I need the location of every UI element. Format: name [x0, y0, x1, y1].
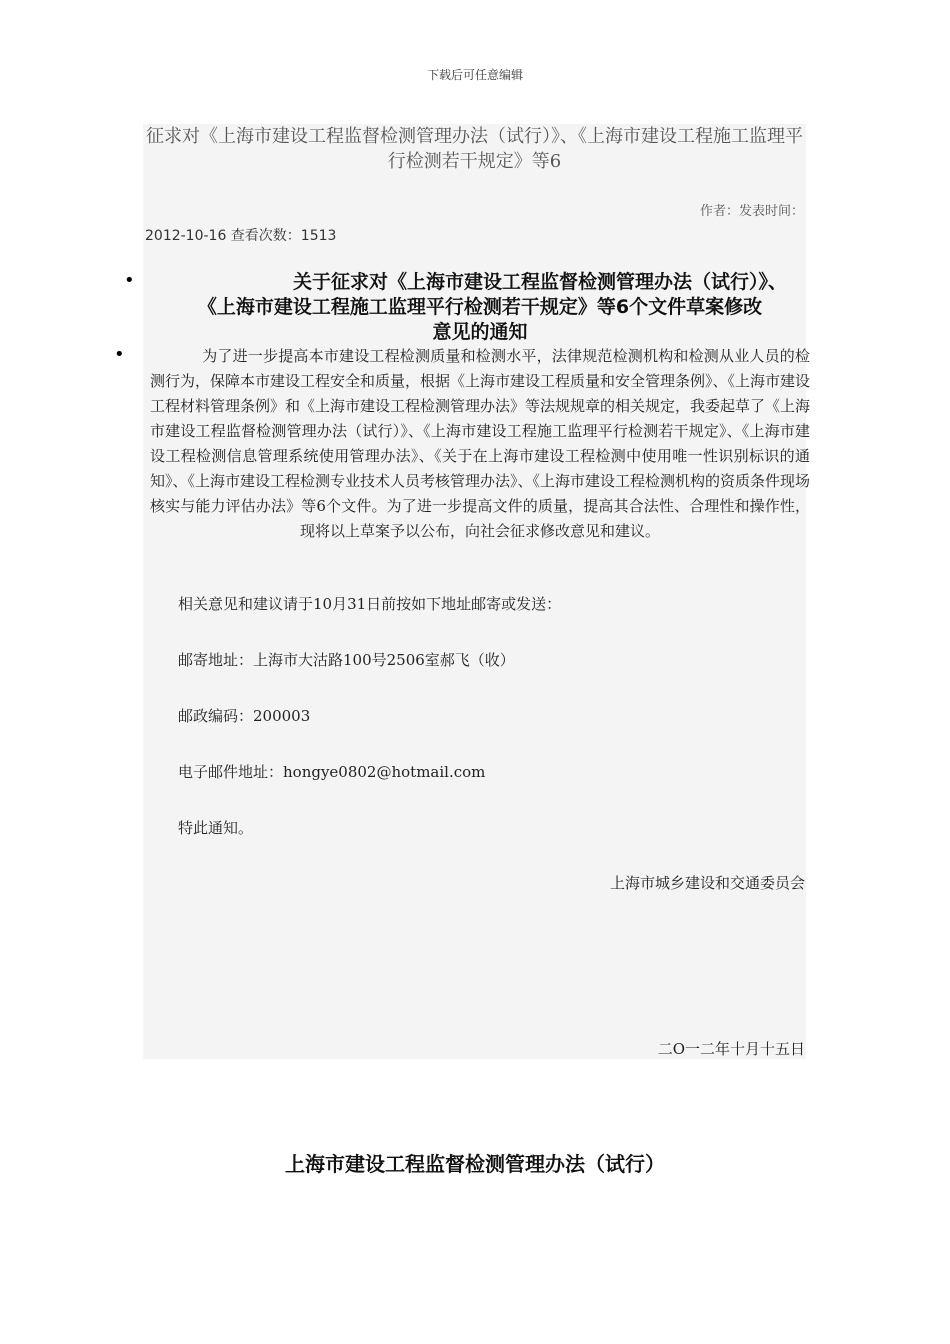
article-title: 征求对《上海市建设工程监督检测管理办法（试行）》、《上海市建设工程施工监理平行检测若干规定》等6 — [146, 126, 803, 172]
notice-title-line-2: 《上海市建设工程施工监理平行检测若干规定》等6个文件草案修改 — [197, 296, 763, 318]
article-background-bottom — [143, 567, 806, 1059]
postal-code: 邮政编码：200003 — [178, 707, 311, 725]
date-views-meta: 2012-10-16 查看次数：1513 — [145, 228, 337, 244]
issue-date: 二O一二年十月十五日 — [657, 1040, 805, 1058]
mailing-address: 邮寄地址：上海市大沽路100号2506室郝飞（收） — [178, 651, 515, 669]
page-header: 下载后可任意编辑 — [426, 68, 523, 82]
notice-title — [150, 270, 810, 345]
deadline-paragraph: 相关意见和建议请于10月31日前按如下地址邮寄或发送： — [178, 595, 562, 613]
notice-title-line-3: 意见的通知 — [432, 321, 528, 343]
bullet-dot-icon: • — [114, 344, 125, 365]
notice-intro-paragraph — [150, 344, 810, 544]
notice-intro-text: 为了进一步提高本市建设工程检测质量和检测水平，法律规范检测机构和检测从业人员的检测行为，保障本市建设工程安全和质量，根据《上海市建设工程质量和安全管理条例》、《上海市建设工程材料管理条例》和《上海市建设工程检测管理办法》等法规规章的相关规定，我委起草了《上海市建设工程监督检测管理办法（试行）》、《上海市建设工程施工监理平行检测若干规定》、《上海市建设工程检测信息管理系统使用管理办法》、《关于在上海市建设工程检测中使用唯一性识别标识的通知》、《上海市建设工程检测专业技术人员考核管理办法》、《上海市建设工程检测机构的资质条件现场核实与能力评估办法》等6个文件。为了进一步提高文件的质量，提高其合法性、合理性和操作性，现将以上草案予以公布，向社会征求修改意见和建议。 — [150, 347, 811, 540]
issuer-signature: 上海市城乡建设和交通委员会 — [609, 874, 805, 892]
closing-line: 特此通知。 — [178, 819, 254, 837]
author-time-meta: 作者：发表时间： — [699, 204, 804, 219]
law-document-title: 上海市建设工程监督检测管理办法（试行） — [285, 1152, 665, 1176]
notice-title-line-1: 关于征求对《上海市建设工程监督检测管理办法（试行）》、 — [292, 271, 787, 293]
email-address: 电子邮件地址：hongye0802@hotmail.com — [178, 763, 486, 781]
bullet-dot-icon: • — [124, 270, 135, 291]
